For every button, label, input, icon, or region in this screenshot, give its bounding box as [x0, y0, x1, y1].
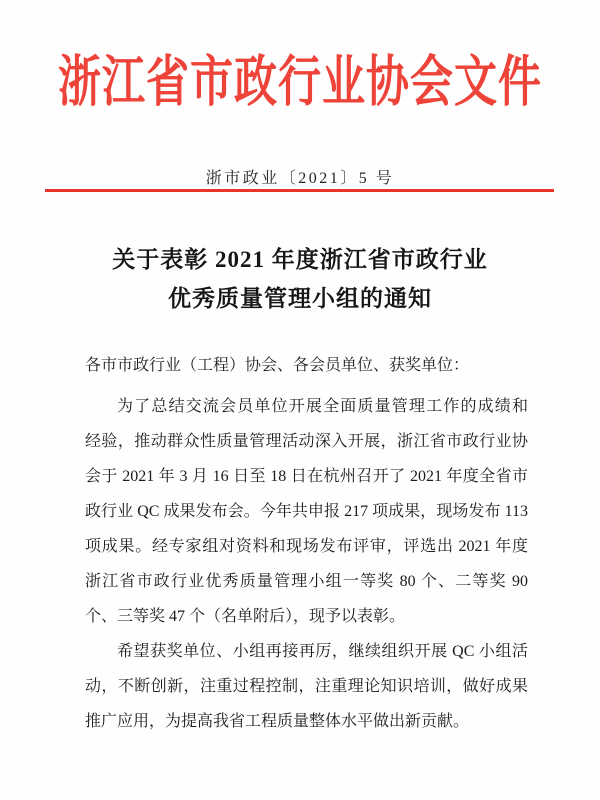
salutation-line: 各市市政行业（工程）协会、各会员单位、获奖单位：	[85, 357, 470, 374]
body-line: 浙江省市政行业优秀质量管理小组一等奖 80 个、二等奖 90	[85, 573, 528, 590]
notice-title	[0, 240, 600, 318]
body-line: 经验，推动群众性质量管理活动深入开展，浙江省市政行业协	[85, 433, 528, 450]
paragraph-1	[85, 389, 528, 634]
notice-body	[85, 348, 528, 739]
header-divider-rule	[45, 189, 554, 192]
notice-title-line1: 关于表彰 2021 年度浙江省市政行业	[112, 247, 488, 272]
document-header-title: 浙江省市政行业协会文件	[58, 53, 542, 114]
document-number: 浙市政业〔2021〕5 号	[205, 170, 395, 187]
body-line: 推广应用，为提高我省工程质量整体水平做出新贡献。	[85, 713, 470, 730]
body-line: 希望获奖单位、小组再接再厉，继续组织开展 QC 小组活	[117, 643, 528, 660]
paragraph-2	[85, 634, 528, 739]
body-line: 项成果。经专家组对资料和现场发布评审，评选出 2021 年度	[85, 538, 528, 555]
body-line: 政行业 QC 成果发布会。今年共申报 217 项成果，现场发布 113	[85, 503, 528, 520]
notice-title-line2: 优秀质量管理小组的通知	[168, 286, 432, 311]
body-line: 为了总结交流会员单位开展全面质量管理工作的成绩和	[117, 398, 528, 415]
body-line: 会于 2021 年 3 月 16 日至 18 日在杭州召开了 2021 年度全省市	[85, 468, 528, 485]
body-line: 动，不断创新，注重过程控制，注重理论知识培训，做好成果	[85, 678, 528, 695]
body-line: 个、三等奖 47 个（名单附后），现予以表彰。	[85, 608, 406, 625]
